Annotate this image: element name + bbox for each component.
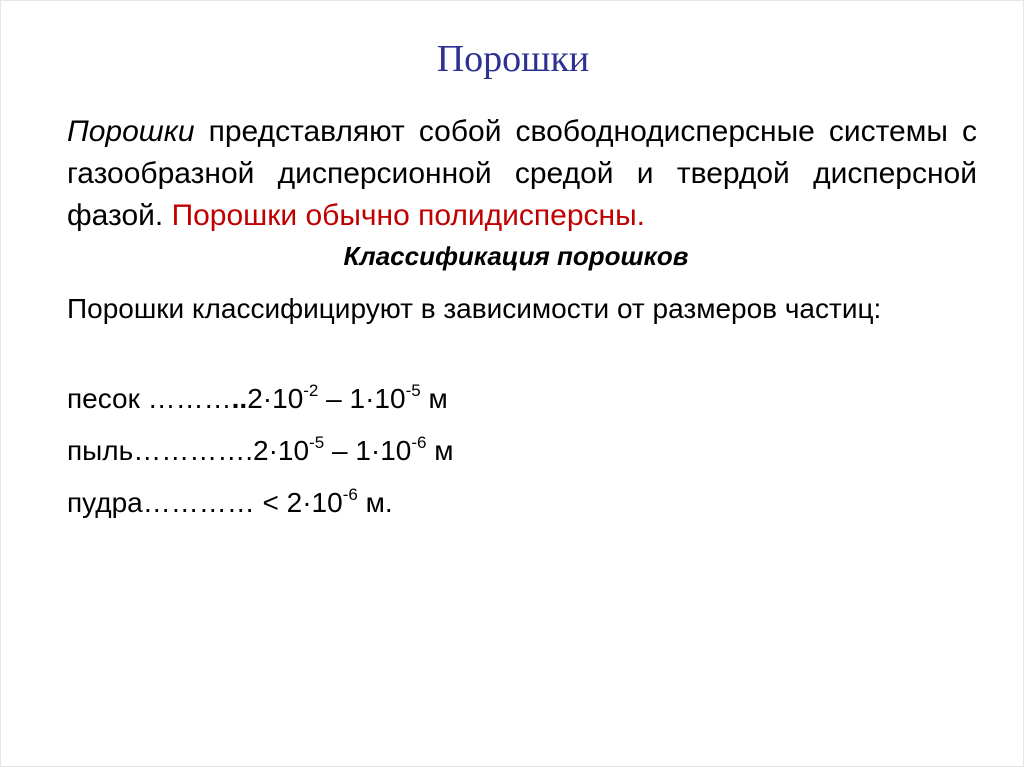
range-dots-bold: .. (231, 383, 248, 414)
range-unit: м. (357, 487, 393, 518)
range-dots: ………… (142, 487, 255, 518)
range-dash: – (318, 383, 350, 414)
range-to-exponent: -5 (405, 381, 421, 400)
range-from-base: 2·10 (247, 383, 304, 414)
range-from-exponent: -2 (303, 381, 319, 400)
range-row-dust (67, 433, 454, 469)
intro-accent-text: Порошки обычно полидисперсны. (171, 199, 645, 232)
range-row-powder (67, 485, 393, 521)
range-name: пыль (67, 435, 134, 466)
range-name: пудра (67, 487, 143, 518)
range-to-exponent: -6 (411, 433, 427, 452)
range-name: песок (67, 383, 140, 414)
range-from-base: 2·10 (253, 435, 310, 466)
range-from-exponent: -5 (309, 433, 325, 452)
classification-text: Порошки классифицируют в зависимости от размеров частиц: (67, 293, 882, 324)
range-to-base: 1·10 (349, 383, 406, 414)
range-unit: м (420, 383, 448, 414)
range-row-sand (67, 381, 448, 417)
range-less-than: < (254, 487, 287, 518)
range-to-base: 1·10 (355, 435, 412, 466)
intro-paragraph (67, 111, 977, 237)
range-dots-bold: . (245, 435, 253, 466)
intro-term: Порошки (67, 115, 195, 148)
range-base: 2·10 (286, 487, 343, 518)
range-dash: – (324, 435, 356, 466)
slide-title: Порошки (436, 38, 590, 80)
range-exponent: -6 (342, 485, 358, 504)
intro-text: представляют собой свободнодисперсные системы с газообразной дисперсионной средой и твердой дисперсной фазой. (67, 115, 977, 232)
classification-heading: Классификация порошков (343, 241, 689, 271)
range-dots: ……… (139, 383, 232, 414)
range-dots: ………… (133, 435, 246, 466)
range-unit: м (426, 435, 454, 466)
